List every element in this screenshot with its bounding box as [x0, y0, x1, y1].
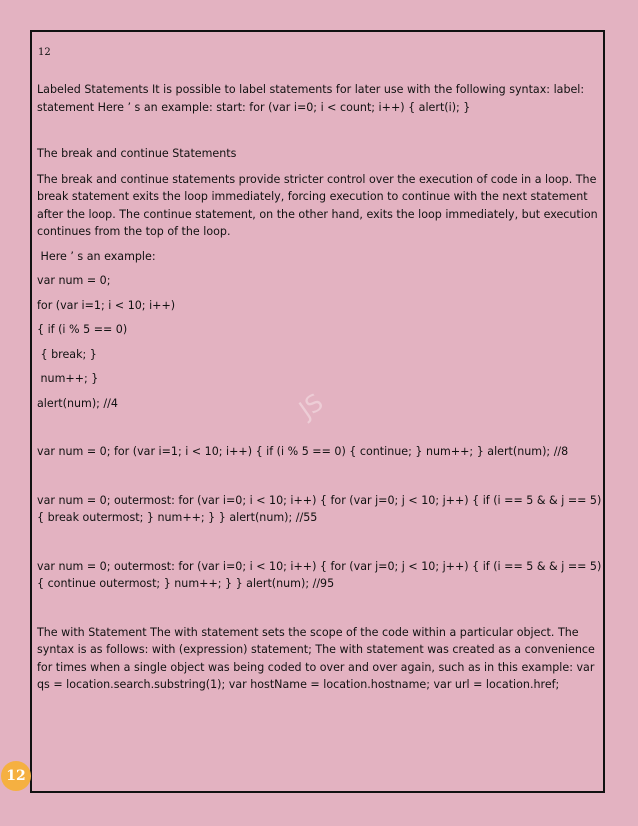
paragraph-continue-outermost-example: var num = 0; outermost: for (var i=0; i < 10; i++) { for (var j=0; j < 10; j++) { if (i == 5 & & j == 5) { continue outermost; } num++; } } alert(num); //95 [37, 559, 602, 590]
code-line: var num = 0; [37, 274, 111, 287]
watermark: JS [293, 388, 329, 424]
page-number-badge: 12 [1, 761, 31, 791]
page-header-number: 12 [38, 47, 51, 58]
example-intro: Here ’ s an example: [37, 249, 156, 263]
paragraph-break-continue: The break and continue statements provide stricter control over the execution of code in a loop. The break statement exits the loop immediately, forcing execution to continue with the next statement after the loop. The continue statement, on the other hand, exits the loop immediately, but execution continues from the top of the loop. [37, 172, 598, 238]
heading-break-continue: The break and continue Statements [37, 147, 237, 160]
paragraph-with-statement: The with Statement The with statement sets the scope of the code within a particular object. The syntax is as follows: with (expression) statement; The with statement was created as a convenience for times when a single object was being coded to over and over again, such as in this example: var qs = location.search.substring(1); var hostName = location.hostname; var url = location.href; [37, 625, 595, 691]
code-line: { if (i % 5 == 0) [37, 323, 128, 336]
code-line: alert(num); //4 [37, 396, 118, 410]
code-line: { break; } [37, 347, 97, 361]
document-body [37, 81, 602, 694]
paragraph-labeled-statements: Labeled Statements It is possible to label statements for later use with the following syntax: label: statement Here ’ s an example: start: for (var i=0; i < count; i++) { alert(i); } [37, 83, 585, 114]
code-line: for (var i=1; i < 10; i++) [37, 298, 176, 312]
code-line: num++; } [37, 372, 99, 385]
paragraph-continue-example: var num = 0; for (var i=1; i < 10; i++) { if (i % 5 == 0) { continue; } num++; } alert(num); //8 [37, 445, 569, 458]
paragraph-break-outermost-example: var num = 0; outermost: for (var i=0; i < 10; i++) { for (var j=0; j < 10; j++) { if (i == 5 & & j == 5) { break outermost; } num++; } } alert(num); //55 [37, 493, 602, 524]
